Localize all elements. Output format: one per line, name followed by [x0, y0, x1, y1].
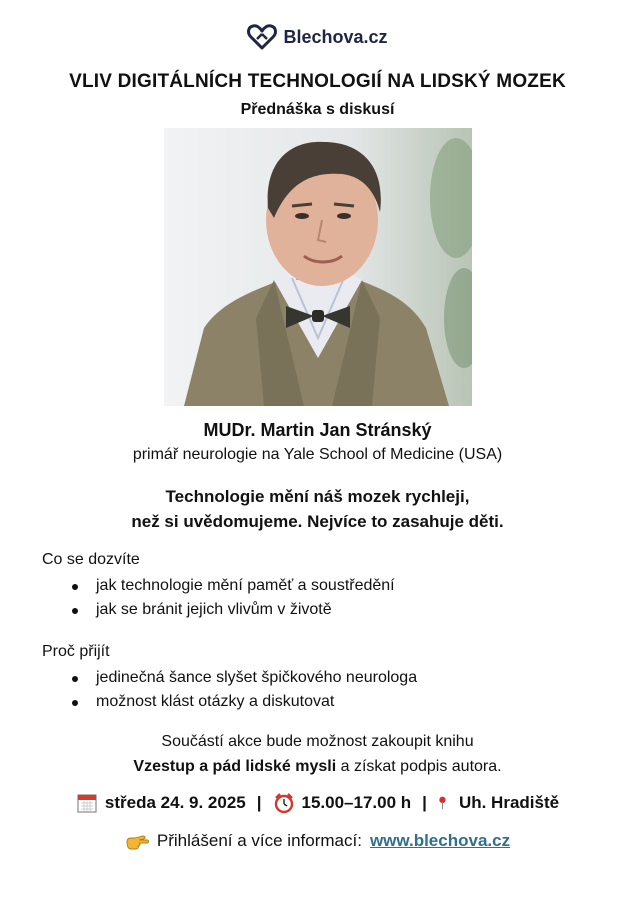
- event-details: [0, 792, 635, 814]
- heart-logo-icon: [247, 24, 277, 50]
- quote-line-1: Technologie mění náš mozek rychleji,: [165, 487, 470, 506]
- book-note: [0, 729, 635, 779]
- book-title: Vzestup a pád lidské mysli: [133, 758, 337, 775]
- event-time: 15.00–17.00 h: [301, 793, 412, 812]
- event-place: Uh. Hradiště: [458, 793, 560, 812]
- list-item: jak technologie mění paměť a soustředění: [96, 574, 395, 598]
- event-subtitle: Přednáška s diskusí: [240, 101, 395, 118]
- speaker-photo: [164, 128, 472, 406]
- separator: |: [422, 793, 427, 812]
- separator: |: [256, 793, 262, 812]
- book-note-line-2: [0, 754, 635, 779]
- location-pin-icon: [438, 792, 452, 814]
- event-quote: [0, 484, 635, 534]
- list-item: možnost klást otázky a diskutovat: [96, 690, 417, 714]
- registration-line: [0, 830, 635, 852]
- why-heading: Proč přijít: [42, 643, 110, 660]
- pointing-hand-icon: [125, 830, 149, 852]
- book-note-line-1: Součástí akce bude možnost zakoupit knihu: [161, 733, 474, 750]
- learn-heading: Co se dozvíte: [42, 551, 140, 568]
- list-item: jedinečná šance slyšet špičkového neurologa: [96, 666, 417, 690]
- list-item: jak se bránit jejich vlivům v životě: [96, 598, 395, 622]
- learn-section: [42, 549, 395, 622]
- event-title: VLIV DIGITÁLNÍCH TECHNOLOGIÍ NA LIDSKÝ MOZEK: [69, 71, 566, 92]
- book-note-rest: a získat podpis autora.: [336, 758, 502, 775]
- why-list: [42, 666, 417, 714]
- quote-line-2: než si uvědomujeme. Nejvíce to zasahuje děti.: [131, 512, 504, 531]
- learn-list: [42, 574, 395, 622]
- registration-text: Přihlášení a více informací:: [156, 831, 362, 850]
- brand-logo[interactable]: [0, 24, 635, 50]
- speaker-name: MUDr. Martin Jan Stránský: [203, 420, 432, 440]
- event-date: středa 24. 9. 2025: [104, 793, 246, 812]
- website-link[interactable]: www.blechova.cz: [369, 831, 511, 850]
- brand-name: Blechova.cz: [283, 26, 388, 47]
- why-section: [42, 641, 417, 714]
- alarm-clock-icon: [273, 792, 295, 814]
- speaker-role: primář neurologie na Yale School of Medicine (USA): [132, 446, 503, 463]
- calendar-icon: [76, 792, 98, 814]
